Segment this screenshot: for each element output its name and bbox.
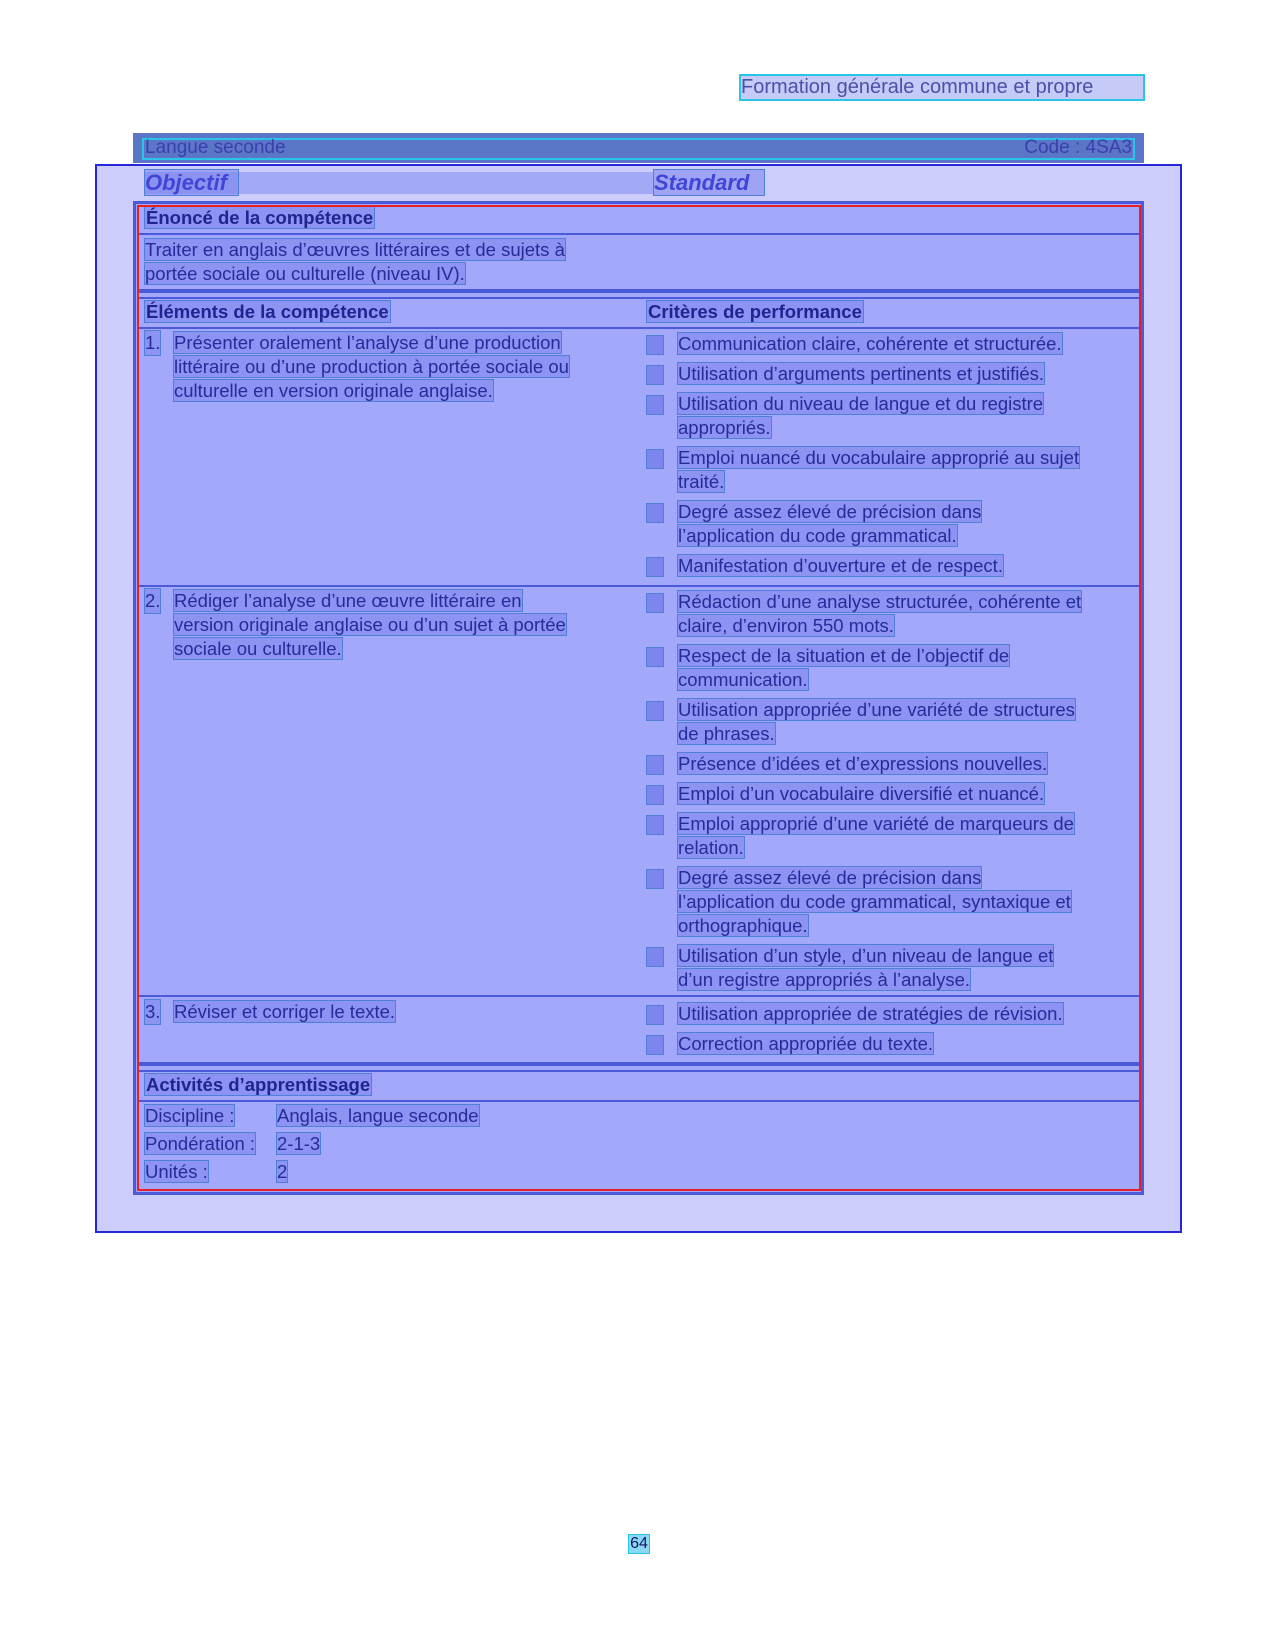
bullet [647, 396, 663, 414]
activites-label: Activités d’apprentissage [146, 1074, 371, 1095]
criterion: Utilisation d’un style, d’un niveau de langue et d’un registre appropriés à l’analyse. [678, 945, 1054, 990]
criteres-header: Critères de performance [648, 301, 862, 322]
criterion: Utilisation appropriée d’une variété de structures de phrases. [678, 699, 1075, 744]
bullet [647, 648, 663, 666]
running-head: Formation générale commune et propre [741, 76, 1143, 99]
criterion: Utilisation appropriée de stratégies de révision. [678, 1003, 1063, 1024]
page-number: 64 [630, 1535, 648, 1552]
elements-header: Éléments de la compétence [146, 301, 389, 322]
element-1: 1. Présenter oralement l’analyse d’une production littéraire ou d’une production à portée sociale ou culturelle en version originale anglaise. [145, 332, 569, 401]
bullet [647, 948, 663, 966]
objectif-heading: Objectif [145, 170, 238, 195]
bullet [647, 594, 663, 612]
criterion: Degré assez élevé de précision dans l’application du code grammatical. [678, 501, 982, 546]
bullet [647, 336, 663, 354]
bullet [647, 756, 663, 774]
bullet [647, 816, 663, 834]
bullet [647, 702, 663, 720]
bullet [647, 504, 663, 522]
criterion: Emploi d’un vocabulaire diversifié et nuancé. [678, 783, 1045, 804]
enonce-label: Énoncé de la compétence [146, 207, 374, 228]
bullet [647, 450, 663, 468]
bullet [647, 870, 663, 888]
course-subject: Langue seconde [145, 137, 286, 158]
criterion: Degré assez élevé de précision dans l’application du code grammatical, syntaxique et orthographique. [678, 867, 1071, 936]
bullet [647, 786, 663, 804]
bullet [647, 558, 663, 576]
unites-value: 2 [277, 1161, 288, 1182]
discipline-value: Anglais, langue seconde [277, 1105, 479, 1126]
criterion: Emploi approprié d’une variété de marqueurs de relation. [678, 813, 1074, 858]
element-3: 3. Réviser et corriger le texte. [145, 1001, 396, 1022]
ponderation-value: 2-1-3 [277, 1133, 321, 1154]
criterion: Emploi nuancé du vocabulaire approprié au sujet traité. [678, 447, 1080, 492]
discipline-label: Discipline : [145, 1105, 235, 1126]
unites-label: Unités : [145, 1161, 208, 1182]
criterion: Présence d’idées et d’expressions nouvelles. [678, 753, 1048, 774]
standard-heading: Standard [654, 170, 764, 195]
enonce-text: Traiter en anglais d’œuvres littéraires et de sujets à portée sociale ou culturelle (niveau IV). [145, 239, 565, 284]
criterion: Respect de la situation et de l’objectif de communication. [678, 645, 1010, 690]
course-code-bar [133, 133, 1144, 163]
ponderation-label: Pondération : [145, 1133, 256, 1154]
criterion: Utilisation du niveau de langue et du registre appropriés. [678, 393, 1044, 438]
criterion: Manifestation d’ouverture et de respect. [678, 555, 1003, 576]
criterion: Utilisation d’arguments pertinents et justifiés. [678, 363, 1045, 384]
criterion: Correction appropriée du texte. [678, 1033, 934, 1054]
element-2: 2. Rédiger l’analyse d’une œuvre littéraire en version originale anglaise ou d’un sujet à portée sociale ou culturelle. [145, 590, 566, 659]
criterion: Communication claire, cohérente et structurée. [678, 333, 1062, 354]
bullet [647, 1036, 663, 1054]
course-code: Code : 4SA3 [1024, 137, 1132, 158]
bullet [647, 366, 663, 384]
criterion: Rédaction d’une analyse structurée, cohérente et claire, d’environ 550 mots. [678, 591, 1082, 636]
bullet [647, 1006, 663, 1024]
